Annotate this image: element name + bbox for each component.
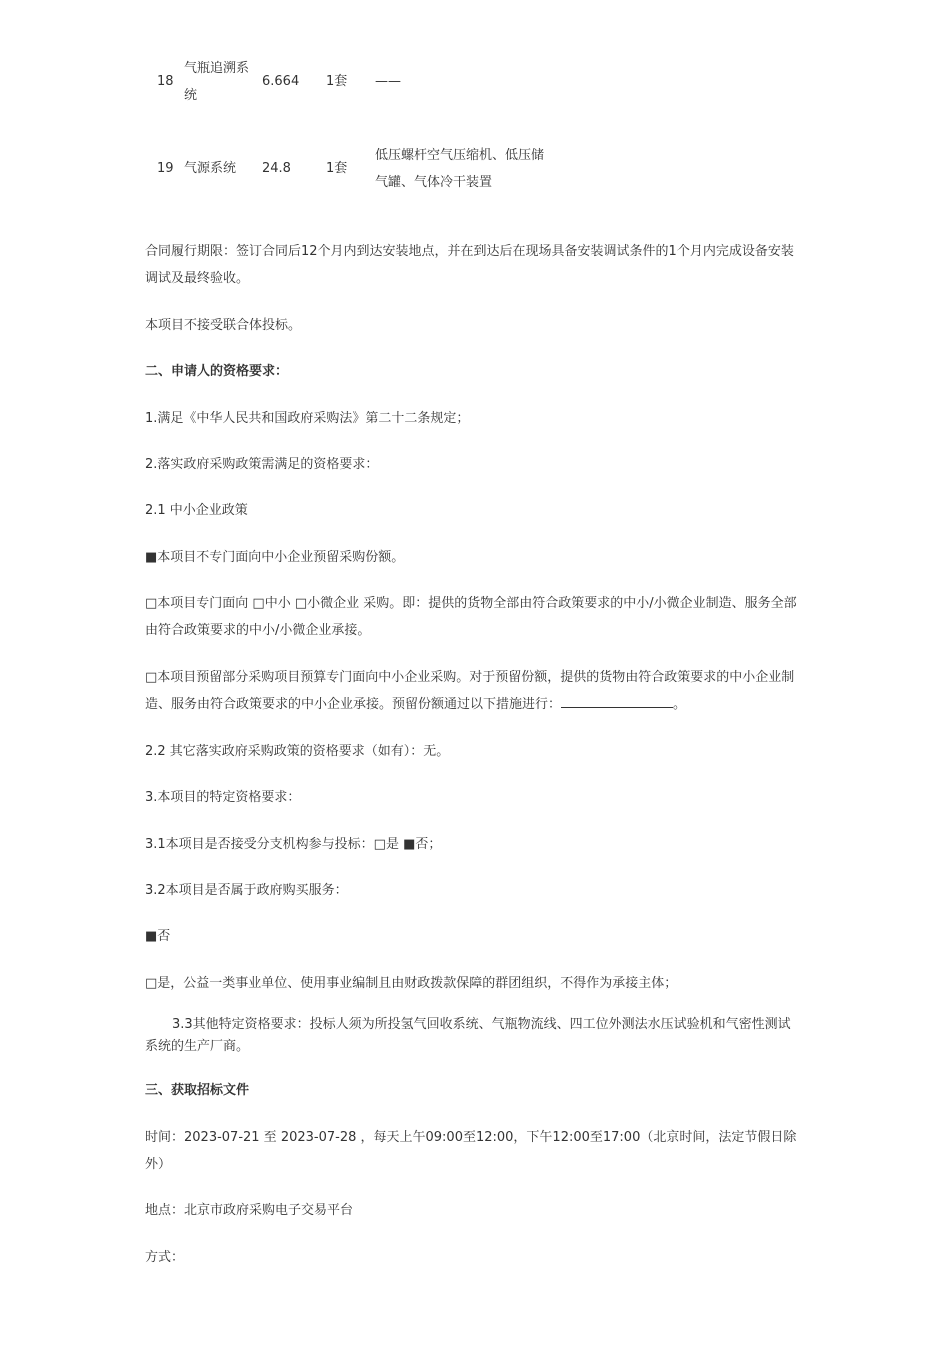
requirement-3-3-line2: 系统的生产厂商。 — [145, 1039, 250, 1054]
requirement-2: 2.落实政府采购政策需满足的资格要求： — [145, 457, 379, 472]
item-quantity: 1套 — [326, 74, 348, 89]
sme-option-3-line1: □本项目预留部分采购项目预算专门面向中小企业采购。对于预留份额，提供的货物由符合政策要求的中小企业制 — [145, 670, 795, 685]
no-consortium-text: 本项目不接受联合体投标。 — [145, 318, 302, 333]
sme-option-2 — [145, 590, 835, 644]
sme-option-3 — [145, 664, 835, 718]
section-heading: 三、获取招标文件 — [145, 1083, 250, 1098]
time-info-line1: 时间：2023-07-21 至 2023-07-28 ，每天上午09:00至12:00，下午12:00至17:00（北京时间，法定节假日除 — [145, 1130, 797, 1145]
sme-option-3-end: 。 — [673, 697, 687, 712]
contract-period — [145, 238, 835, 292]
item-remark: —— — [375, 74, 401, 89]
section-heading: 二、申请人的资格要求： — [145, 364, 289, 379]
requirement-2-2: 2.2 其它落实政府采购政策的资格要求（如有）：无。 — [145, 744, 450, 759]
requirement-3-2: 3.2本项目是否属于政府购买服务： — [145, 883, 348, 898]
item-price: 24.8 — [262, 161, 291, 176]
requirement-3-2-yes: □是，公益一类事业单位、使用事业编制且由财政拨款保障的群团组织，不得作为承接主体； — [145, 976, 678, 991]
item-remark: 低压螺杆空气压缩机、低压储 — [375, 148, 545, 163]
requirement-3: 3.本项目的特定资格要求： — [145, 790, 301, 805]
requirement-3-3-line1: 3.3其他特定资格要求：投标人须为所投氢气回收系统、气瓶物流线、四工位外测法水压试验机和气密性测试 — [172, 1017, 791, 1032]
sme-option-1: ■本项目不专门面向中小企业预留采购份额。 — [145, 550, 405, 565]
fill-in-blank — [561, 693, 673, 708]
requirement-3-2-no: ■否 — [145, 929, 171, 944]
time-info-line2: 外） — [145, 1157, 172, 1172]
item-name-cont: 统 — [184, 88, 198, 103]
item-remark-cont: 气罐、气体冷干装置 — [375, 175, 493, 190]
item-name: 气瓶追溯系 — [184, 61, 250, 76]
row-number: 19 — [157, 161, 174, 176]
method-info: 方式： — [145, 1250, 185, 1265]
contract-period-line1: 合同履行期限：签订合同后12个月内到达安装地点，并在到达后在现场具备安装调试条件的1个月内完成设备安装 — [145, 244, 794, 259]
sme-option-2-line2: 由符合政策要求的中小/小微企业承接。 — [145, 623, 371, 638]
requirement-2-1: 2.1 中小企业政策 — [145, 503, 248, 518]
requirement-3-1: 3.1本项目是否接受分支机构参与投标：□是 ■否； — [145, 837, 442, 852]
sme-option-2-line1: □本项目专门面向 □中小 □小微企业 采购。即：提供的货物全部由符合政策要求的中小/小微企业制造、服务全部 — [145, 596, 797, 611]
item-name: 气源系统 — [184, 161, 237, 176]
time-info — [145, 1124, 835, 1178]
item-quantity: 1套 — [326, 161, 348, 176]
requirement-1: 1.满足《中华人民共和国政府采购法》第二十二条规定； — [145, 411, 470, 426]
sme-option-3-line2: 造、服务由符合政策要求的中小企业承接。预留份额通过以下措施进行： — [145, 697, 562, 712]
place-info: 地点：北京市政府采购电子交易平台 — [145, 1203, 354, 1218]
item-price: 6.664 — [262, 74, 300, 89]
row-number: 18 — [157, 74, 174, 89]
contract-period-line2: 调试及最终验收。 — [145, 271, 250, 286]
requirement-3-3 — [145, 1014, 835, 1058]
